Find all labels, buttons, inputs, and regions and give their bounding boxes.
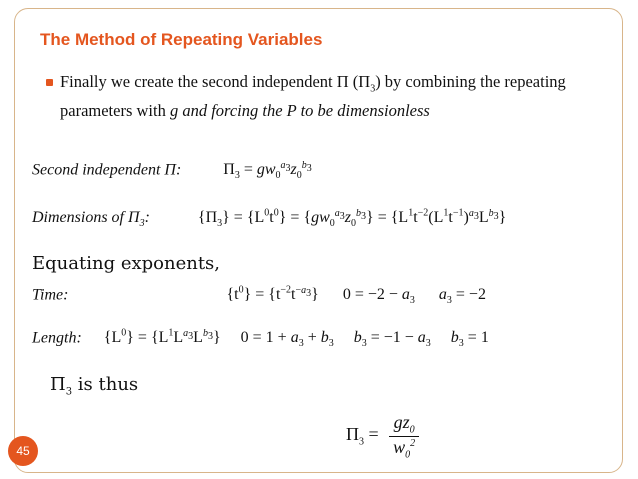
bullet-square-icon — [46, 79, 53, 86]
final-numerator: $gz_0$ — [389, 412, 419, 437]
second-pi-equation: $\Pi_3 = gw_0^{a_3}z_0^{b_3}$ — [223, 160, 312, 182]
bullet-text-sub: 3 — [370, 83, 376, 95]
equating-heading: Equating exponents, — [32, 253, 221, 274]
page-number-badge: 45 — [8, 436, 38, 466]
second-pi-row — [32, 160, 312, 182]
final-fraction — [389, 412, 419, 460]
dimensions-row — [32, 208, 506, 230]
length-row — [32, 328, 489, 350]
final-denominator: $w_0^2$ — [393, 436, 416, 461]
thus-line: $\Pi_3$ is thus — [50, 374, 139, 398]
slide-title: The Method of Repeating Variables — [40, 30, 323, 49]
time-label: Time: — [32, 286, 69, 304]
length-label: Length: — [32, 329, 82, 347]
final-equation — [346, 412, 419, 460]
time-equation: $\{t^0\} = \{t^{-2}t^{-a_3}\}$ $0 = -2 - a_3$ $a_3 = -2$ — [226, 285, 486, 307]
bullet-text — [60, 71, 606, 122]
bullet-text-mid: ) by combining the repeating parameters with — [60, 72, 566, 121]
bullet-text-italic: g and forcing the P to be dimensionless — [169, 101, 430, 121]
bullet-paragraph — [46, 71, 606, 122]
dimensions-label: Dimensions of $\Pi_3$: — [32, 209, 150, 230]
length-equation: $\{L^0\} = \{L^1L^{a_3}L^{b_3}\}$ $0 = 1 + a_3 + b_3$ $b_3 = -1 - a_3$ $b_3 = 1$ — [103, 328, 489, 350]
time-row — [32, 285, 486, 307]
second-pi-label: Second independent Π: — [32, 161, 182, 179]
final-lhs: $\Pi_3$ = — [346, 424, 379, 448]
bullet-text-before: Finally we create the second independent Π (Π — [60, 72, 371, 91]
dimensions-equation: $\{\Pi_3\} = \{L^0t^0\} = \{gw_0^{a_3}z_0^{b_3}\} = \{L^1t^{-2}(L^1t^{-1})^{a_3}L^{b_3}\}$ — [197, 208, 507, 230]
